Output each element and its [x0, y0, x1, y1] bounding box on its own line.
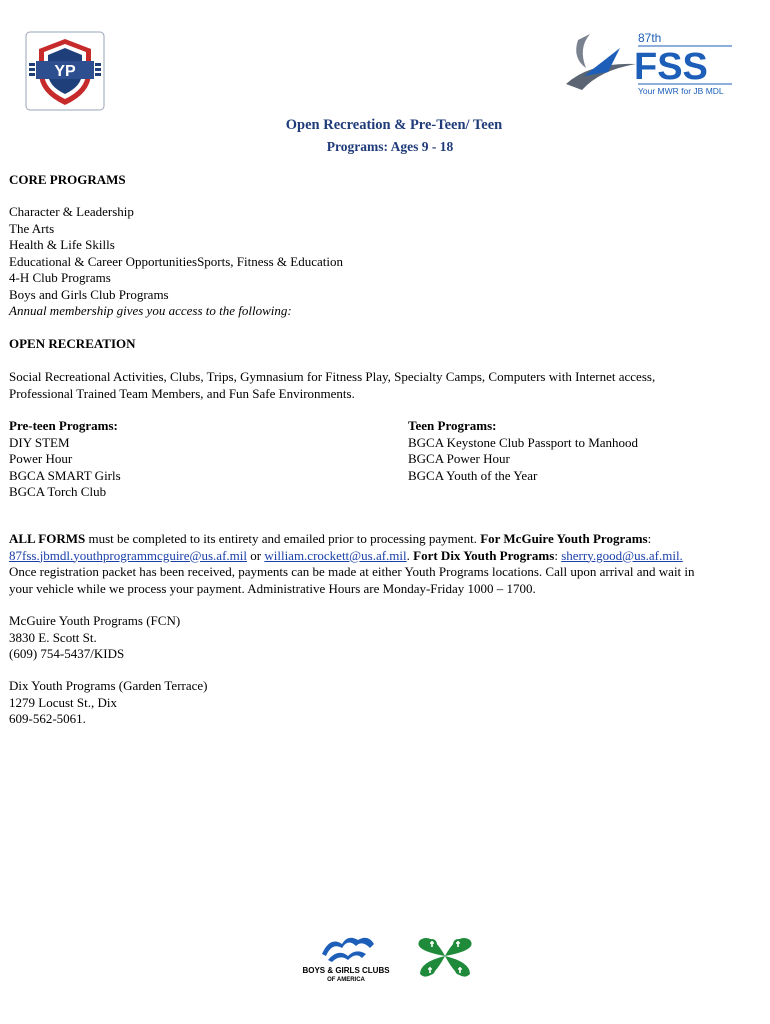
list-item: BGCA Youth of the Year — [408, 467, 538, 483]
core-programs-list — [9, 204, 343, 320]
list-item: Educational & Career OpportunitiesSports, Fitness & Education — [9, 253, 343, 269]
text-line: your vehicle while we process your payment. Administrative Hours are Monday-Friday 1000 – 1700. — [9, 580, 536, 596]
location-name: Dix Youth Programs (Garden Terrace) — [9, 678, 208, 693]
boys-girls-clubs-logo — [300, 930, 393, 982]
email-link-crockett[interactable]: william.crockett@us.af.mil — [264, 547, 407, 563]
teen-heading: Teen Programs: — [408, 418, 497, 433]
forms-text: must be completed to its entirety and emailed prior to processing payment. — [85, 531, 481, 546]
list-item: BGCA Torch Club — [9, 484, 107, 499]
list-item: Power Hour — [9, 451, 73, 466]
mcguire-label: For McGuire Youth Programs — [480, 531, 648, 546]
forms-paragraph — [9, 531, 695, 597]
text-line: Social Recreational Activities, Clubs, Trips, Gymnasium for Fitness Play, Specialty Camps, Computers with Internet access, — [9, 369, 656, 384]
text-line: Professional Trained Team Members, and Fun Safe Environments. — [9, 385, 355, 401]
youth-programs-logo — [25, 31, 105, 111]
list-item: BGCA Keystone Club Passport to Manhood — [408, 434, 639, 450]
dix-label: Fort Dix Youth Programs — [413, 547, 555, 563]
punctuation: : — [647, 531, 652, 546]
fss-logo — [560, 28, 735, 100]
punctuation: . — [406, 547, 414, 563]
svg-text:87th: 87th — [638, 31, 662, 45]
list-item: BGCA Power Hour — [408, 451, 510, 466]
phone-number: (609) 754-5437/KIDS — [9, 646, 125, 661]
punctuation: : — [554, 547, 562, 563]
membership-note: Annual membership gives you access to the following: — [9, 303, 292, 318]
svg-text:OF AMERICA: OF AMERICA — [327, 977, 365, 982]
email-link-mcguire[interactable]: 87fss.jbmdl.youthprogrammcguire@us.af.mil — [9, 547, 247, 563]
preteen-heading: Pre-teen Programs: — [9, 418, 118, 433]
text-line — [9, 548, 695, 565]
connector: or — [247, 547, 265, 563]
street-address: 3830 E. Scott St. — [9, 629, 97, 645]
list-item: 4-H Club Programs — [9, 270, 111, 285]
list-item: BGCA SMART Girls — [9, 467, 121, 483]
teen-programs — [408, 418, 638, 484]
text-line: Once registration packet has been received, payments can be made at either Youth Programs locations. Call upon arrival and wait in — [9, 564, 695, 579]
preteen-programs — [9, 418, 121, 501]
svg-text:FSS: FSS — [634, 46, 708, 88]
core-programs-heading: CORE PROGRAMS — [9, 172, 126, 187]
page-subtitle: Programs: Ages 9 - 18 — [326, 139, 454, 154]
page-title: Open Recreation & Pre-Teen/ Teen — [285, 117, 503, 133]
list-item: Boys and Girls Club Programs — [9, 286, 169, 302]
open-recreation-heading: OPEN RECREATION — [9, 336, 136, 351]
forms-lead: ALL FORMS — [9, 531, 86, 546]
list-item: Health & Life Skills — [9, 237, 115, 252]
list-item: Character & Leadership — [9, 204, 134, 219]
mcguire-address — [9, 613, 180, 663]
phone-number: 609-562-5061. — [9, 711, 86, 726]
list-item: The Arts — [9, 220, 55, 236]
location-name: McGuire Youth Programs (FCN) — [9, 613, 181, 628]
svg-text:YP: YP — [54, 63, 76, 80]
svg-text:BOYS & GIRLS CLUBS: BOYS & GIRLS CLUBS — [302, 966, 390, 975]
dix-address — [9, 678, 208, 728]
svg-text:Your MWR for JB MDL: Your MWR for JB MDL — [638, 86, 724, 96]
list-item: DIY STEM — [9, 434, 70, 450]
open-recreation-text — [9, 369, 655, 402]
email-link-dix[interactable]: sherry.good@us.af.mil. — [561, 547, 683, 563]
text-line — [9, 531, 695, 548]
four-h-clover-logo — [406, 928, 484, 986]
street-address: 1279 Locust St., Dix — [9, 694, 117, 710]
